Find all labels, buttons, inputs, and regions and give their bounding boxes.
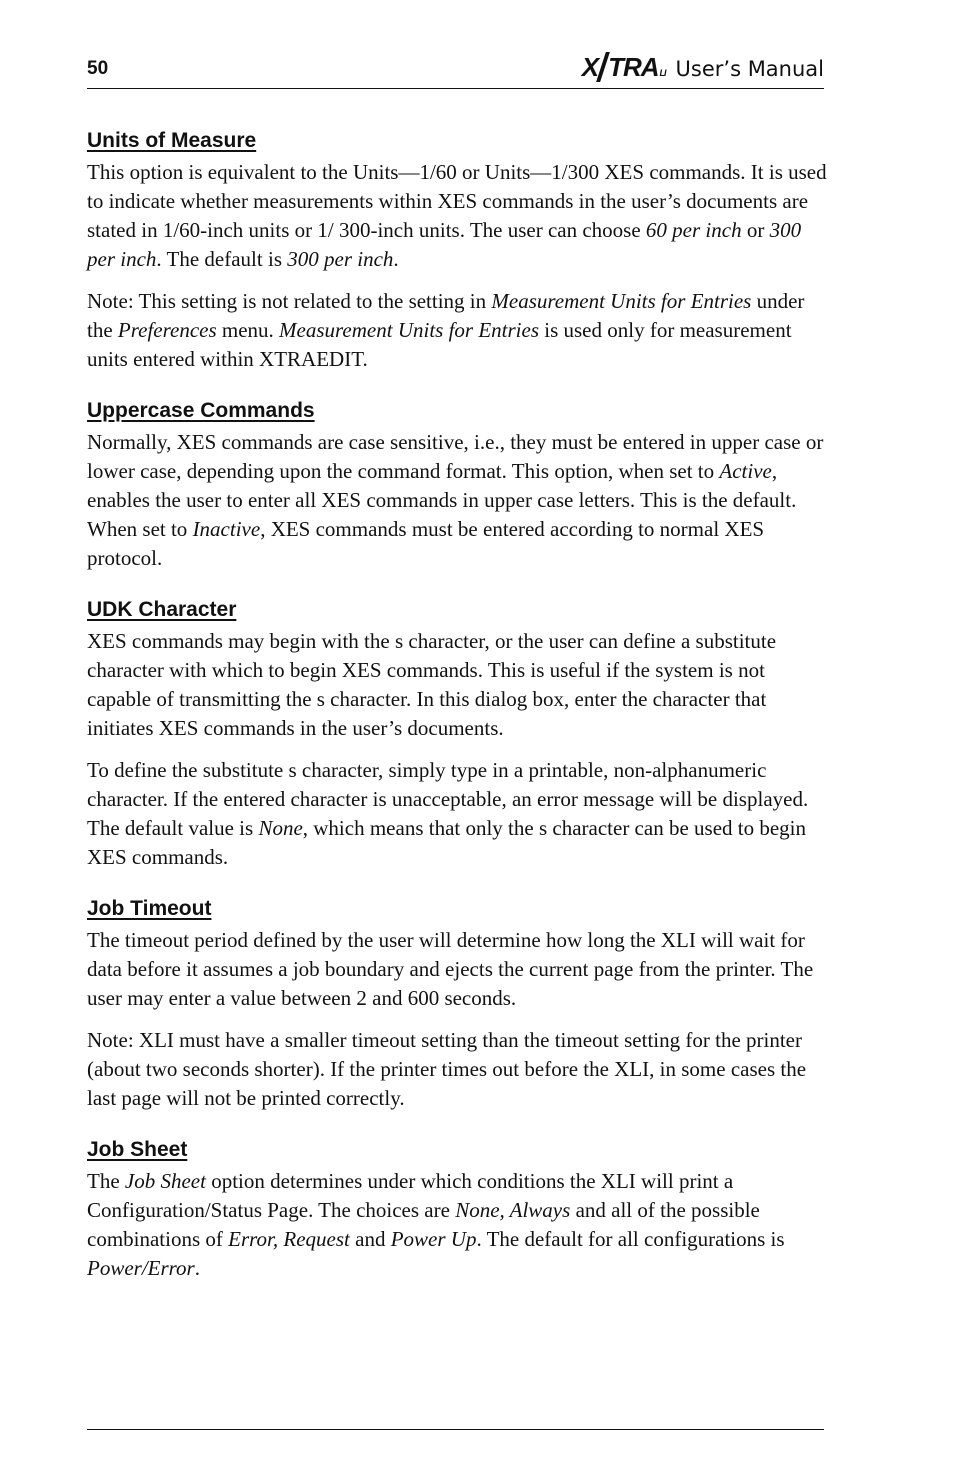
text-run: . — [393, 247, 399, 271]
text-run: , XES commands must be entered according to normal XES protocol. — [87, 517, 765, 570]
units-paragraph-1 — [87, 158, 827, 274]
logo-sub: LI — [659, 68, 666, 78]
emphasis: Active — [719, 459, 772, 483]
text-run: The — [87, 1169, 125, 1193]
text-run: This option is equivalent to the Units—1/60 or Units—1/300 XES commands. It is used to indicate whether measurements within XES commands in the user’s documents are stated in 1/60-inch units or 1/ 300-inch units. The user can choose — [87, 160, 827, 242]
emphasis: None — [258, 816, 303, 840]
uppercase-heading: Uppercase Commands — [87, 399, 315, 422]
emphasis: Inactive — [192, 517, 261, 541]
text-run: Normally, XES commands are case sensitive, i.e., they must be entered in upper case or lower case, depending upon the command format. This option, when set to — [87, 430, 824, 483]
page-number: 50 — [87, 58, 109, 79]
text-run: or — [741, 218, 770, 242]
emphasis: Preferences — [117, 318, 217, 342]
emphasis: None, Always — [455, 1198, 571, 1222]
page-content — [87, 126, 827, 1296]
text-run: is used only for measurement units entered within XTRAEDIT. — [87, 318, 792, 371]
xtra-logo — [582, 52, 666, 83]
text-run: To define the substitute s character, simply type in a printable, non-alphanumeric character. If the entered character is unacceptable, an error message will be displayed. The default value is — [87, 758, 809, 840]
text-run: and all of the possible combinations of — [87, 1198, 760, 1251]
emphasis: Measurement Units for Entries — [491, 289, 752, 313]
page-header — [87, 50, 824, 89]
emphasis: 300 per inch — [87, 218, 802, 271]
jobsheet-heading: Job Sheet — [87, 1138, 188, 1161]
emphasis: 300 per inch — [287, 247, 394, 271]
emphasis: Error, Request — [228, 1227, 350, 1251]
udk-paragraph-2 — [87, 756, 827, 872]
text-run: and — [349, 1227, 391, 1251]
jobsheet-paragraph-1 — [87, 1167, 827, 1283]
manual-title: User’s Manual — [675, 57, 824, 81]
text-run: Note: This setting is not related to the setting in — [87, 289, 492, 313]
brand — [582, 52, 824, 83]
timeout-heading: Job Timeout — [87, 897, 212, 920]
emphasis: 60 per inch — [645, 218, 742, 242]
emphasis: Job Sheet — [124, 1169, 206, 1193]
text-run: . The default for all configurations is — [476, 1227, 785, 1251]
text-run: . The default is — [156, 247, 288, 271]
text-run: , which means that only the s character can be used to begin XES commands. — [87, 816, 807, 869]
footer-rule — [87, 1429, 824, 1430]
text-run: under the — [87, 289, 805, 342]
udk-paragraph-1: XES commands may begin with the s character, or the user can define a substitute character with which to begin XES commands. This is useful if the system is not capable of transmitting the s character. In this dialog box, enter the character that initiates XES commands in the user’s documents. — [87, 629, 777, 740]
logo-x: X — [581, 52, 599, 82]
text-run: . — [194, 1256, 200, 1280]
timeout-paragraph-1: The timeout period defined by the user will determine how long the XLI will wait for data before it assumes a job boundary and ejects the current page from the printer. The user may enter a value between 2 and 600 seconds. — [87, 928, 814, 1010]
units-heading: Units of Measure — [87, 129, 257, 152]
emphasis: Power Up — [390, 1227, 477, 1251]
emphasis: Power/Error — [87, 1256, 195, 1280]
uppercase-paragraph-1 — [87, 428, 827, 573]
emphasis: Measurement Units for Entries — [279, 318, 539, 342]
text-run: menu. — [216, 318, 280, 342]
units-paragraph-2 — [87, 287, 827, 374]
timeout-paragraph-2: Note: XLI must have a smaller timeout setting than the timeout setting for the printer (about two seconds shorter). If the printer times out before the XLI, in some cases the last page will not be printed correctly. — [87, 1028, 807, 1110]
logo-tra: TRA — [608, 52, 659, 82]
text-run: , enables the user to enter all XES commands in upper case letters. This is the default. When set to — [87, 459, 797, 541]
text-run: option determines under which conditions the XLI will print a Configuration/Status Page. The choices are — [87, 1169, 734, 1222]
udk-heading: UDK Character — [87, 598, 237, 621]
